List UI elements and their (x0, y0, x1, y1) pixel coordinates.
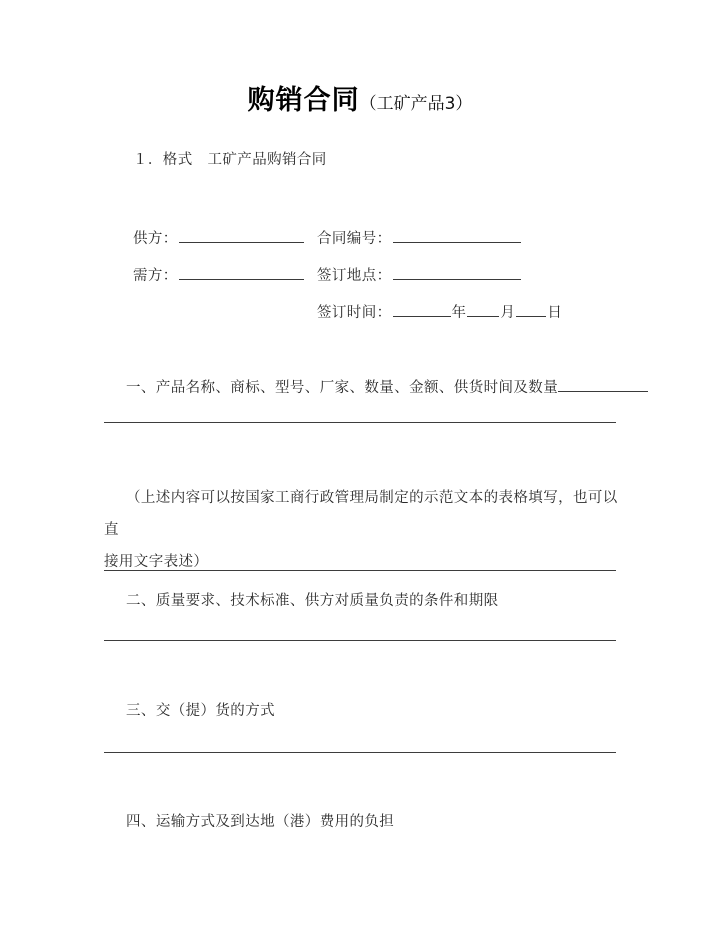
divider-before-section-2 (104, 570, 616, 571)
sign-time-month-blank[interactable] (467, 301, 499, 317)
buyer-label: 需方： (133, 268, 178, 284)
section-heading-4 (126, 812, 394, 832)
divider-after-section-1 (104, 422, 616, 423)
form-row-sign-place (317, 264, 522, 286)
field-contract-no (317, 227, 522, 249)
sign-place-label: 签订地点： (317, 268, 392, 284)
sign-time-year-blank[interactable] (393, 301, 451, 317)
page-title-subtitle: （工矿产品3） (359, 94, 473, 114)
divider-after-section-2 (104, 640, 616, 641)
section-number-3: 三、 (126, 703, 156, 719)
section-title-4: 运输方式及到达地（港）费用的负担 (155, 814, 395, 830)
field-buyer (133, 264, 305, 286)
section-title-1: 产品名称、商标、型号、厂家、数量、金额、供货时间及数量 (155, 380, 559, 396)
field-supplier (133, 227, 305, 249)
supplier-label: 供方： (133, 231, 178, 247)
section-title-3: 交（提）货的方式 (155, 703, 276, 719)
form-row-buyer (133, 264, 305, 286)
sign-place-input-blank[interactable] (393, 264, 521, 280)
form-row-sign-time (317, 301, 562, 323)
sign-time-day-unit: 日 (547, 305, 563, 321)
sign-time-year-unit: 年 (451, 305, 467, 321)
form-row-contract-no (317, 227, 522, 249)
form-row-supplier (133, 227, 305, 249)
page-title (0, 78, 720, 117)
field-sign-place (317, 264, 522, 286)
buyer-input-blank[interactable] (179, 264, 304, 280)
supplier-input-blank[interactable] (179, 227, 304, 243)
section-heading-2 (126, 591, 499, 611)
contract-no-label: 合同编号： (317, 231, 392, 247)
section-heading-3 (126, 701, 275, 721)
section-1-note-line-1: （上述内容可以按国家工商行政管理局制定的示范文本的表格填写，也可以直 (104, 490, 618, 538)
section-1-note (104, 482, 624, 578)
page-title-main: 购销合同 (247, 85, 360, 116)
section-number-2: 二、 (126, 593, 156, 609)
divider-after-section-3 (104, 752, 616, 753)
section-1-note-line-2: 接用文字表述） (104, 554, 209, 570)
intro-line: １．格式 工矿产品购销合同 (133, 152, 327, 168)
section-number-4: 四、 (126, 814, 156, 830)
sign-time-month-unit: 月 (500, 305, 516, 321)
section-1-trailing-blank[interactable] (558, 376, 648, 392)
sign-time-day-blank[interactable] (516, 301, 546, 317)
sign-time-label: 签订时间： (317, 305, 392, 321)
section-title-2: 质量要求、技术标准、供方对质量负责的条件和期限 (155, 593, 499, 609)
section-heading-1 (126, 376, 648, 398)
contract-no-input-blank[interactable] (393, 227, 521, 243)
section-number-1: 一、 (126, 380, 156, 396)
